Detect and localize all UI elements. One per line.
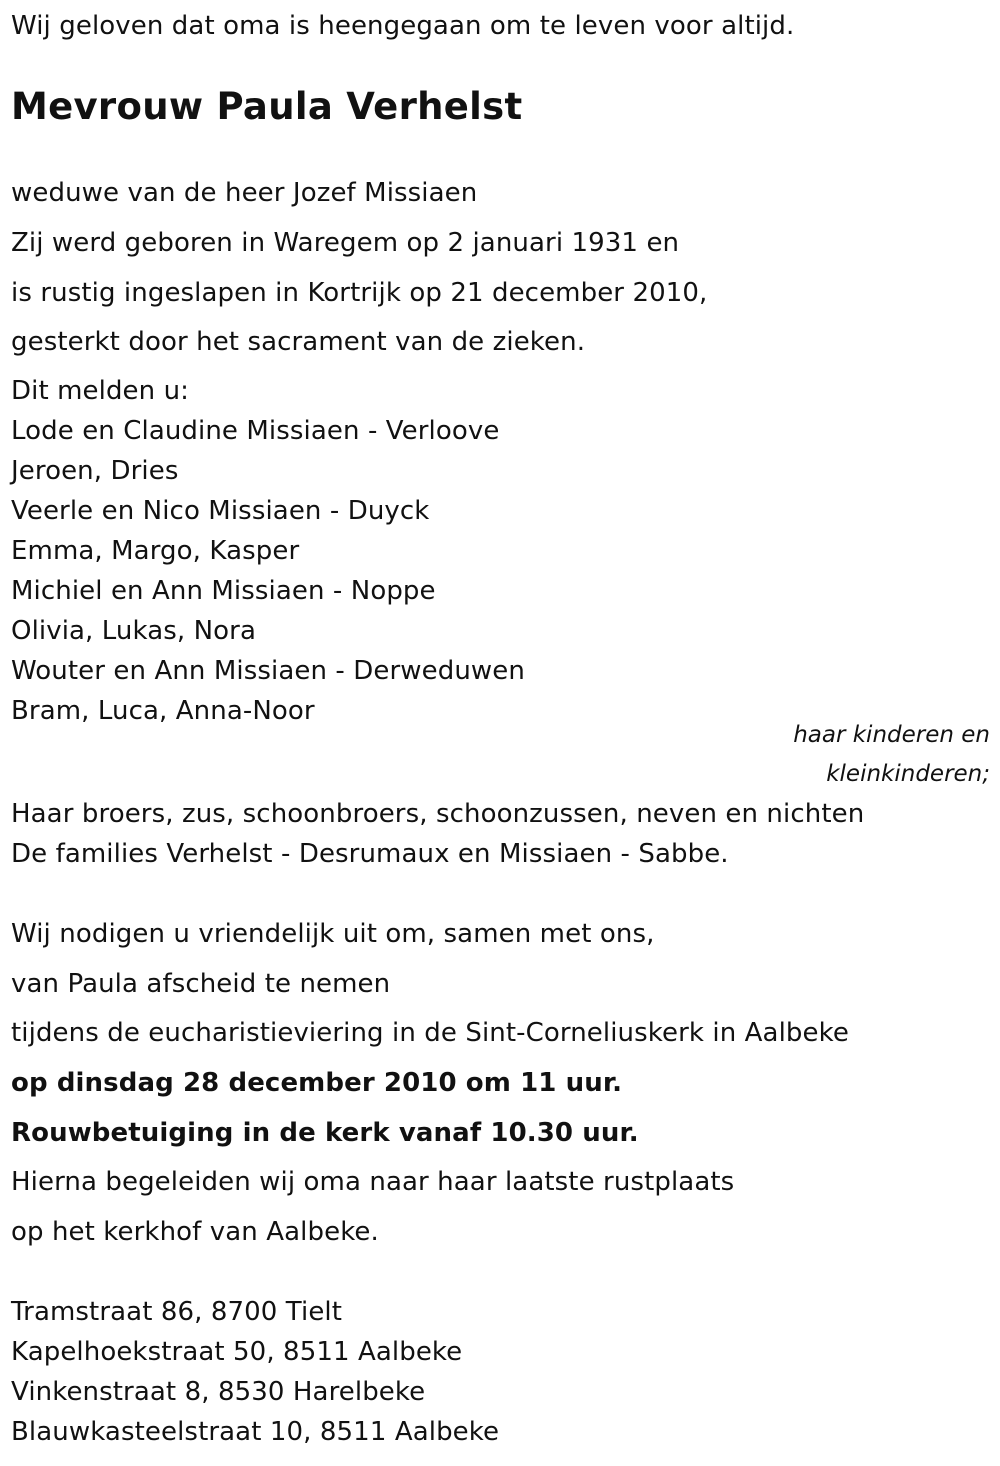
bio-line: is rustig ingeslapen in Kortrijk op 21 december 2010, [11, 278, 708, 308]
bio-line: weduwe van de heer Jozef Missiaen [11, 178, 478, 208]
burial-line: op het kerkhof van Aalbeke. [11, 1217, 379, 1247]
invitation-line: van Paula afscheid te nemen [11, 969, 391, 999]
family-line: Emma, Margo, Kasper [11, 536, 300, 566]
family-line: Veerle en Nico Missiaen - Duyck [11, 496, 430, 526]
address-line: Tramstraat 86, 8700 Tielt [11, 1297, 343, 1327]
intro-text: Wij geloven dat oma is heengegaan om te leven voor altijd. [11, 11, 795, 41]
announced-by-label: Dit melden u: [11, 376, 190, 406]
family-line: Wouter en Ann Missiaen - Derweduwen [11, 656, 525, 686]
invitation-line: tijdens de eucharistieviering in de Sint-Corneliuskerk in Aalbeke [11, 1018, 849, 1048]
deceased-name: Mevrouw Paula Verhelst [11, 85, 523, 128]
bio-line: Zij werd geboren in Waregem op 2 januari 1931 en [11, 228, 680, 258]
family-line: Olivia, Lukas, Nora [11, 616, 256, 646]
address-line: Kapelhoekstraat 50, 8511 Aalbeke [11, 1337, 463, 1367]
address-line: Vinkenstraat 8, 8530 Harelbeke [11, 1377, 426, 1407]
relatives-line: Haar broers, zus, schoonbroers, schoonzussen, neven en nichten [11, 799, 865, 829]
burial-line: Hierna begeleiden wij oma naar haar laatste rustplaats [11, 1167, 735, 1197]
invitation-line: Wij nodigen u vriendelijk uit om, samen met ons, [11, 919, 655, 949]
family-role-line: haar kinderen en [793, 722, 990, 748]
relatives-line: De families Verhelst - Desrumaux en Missiaen - Sabbe. [11, 839, 729, 869]
family-line: Lode en Claudine Missiaen - Verloove [11, 416, 500, 446]
family-line: Jeroen, Dries [11, 456, 179, 486]
address-line: Blauwkasteelstraat 10, 8511 Aalbeke [11, 1417, 500, 1447]
family-role-line: kleinkinderen; [826, 761, 990, 787]
family-line: Bram, Luca, Anna-Noor [11, 696, 315, 726]
condolence-time: Rouwbetuiging in de kerk vanaf 10.30 uur. [11, 1118, 639, 1148]
family-line: Michiel en Ann Missiaen - Noppe [11, 576, 436, 606]
service-date: op dinsdag 28 december 2010 om 11 uur. [11, 1068, 623, 1098]
bio-line: gesterkt door het sacrament van de zieken. [11, 327, 586, 357]
